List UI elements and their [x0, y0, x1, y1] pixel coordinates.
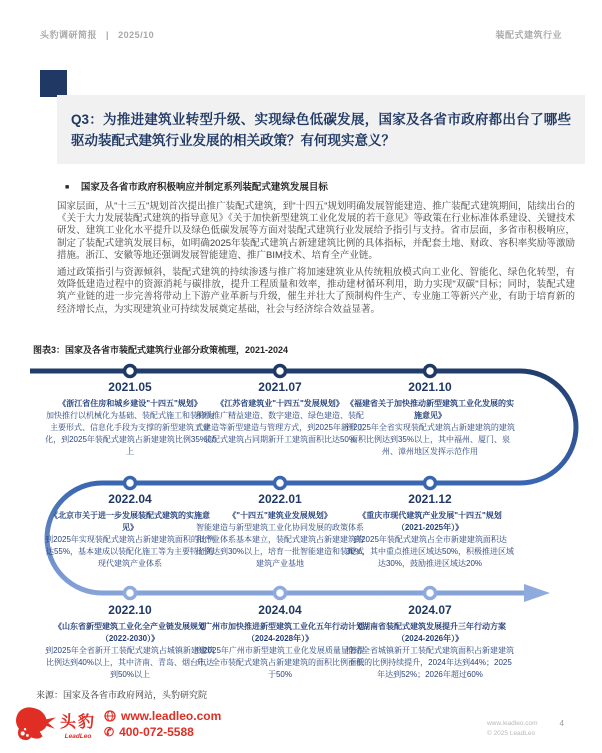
entry-date: 2021.10	[408, 380, 452, 394]
footer-website-link[interactable]: www.leadleo.com	[121, 709, 222, 723]
entry-date: 2022.10	[108, 603, 152, 617]
brand-en: LeadLeo	[64, 732, 92, 740]
footer-brand-name	[60, 709, 96, 740]
entry-date: 2021.05	[108, 380, 152, 394]
header-issue-date: 2025/10	[118, 30, 155, 40]
entry-policy-body: 到2025年广州市新型建筑工业化发展质量显著提升，全市装配式建筑占新建建筑的面积比例不低于50%	[195, 646, 365, 679]
entry-policy-title: 《"十四五"建筑业发展规划》	[228, 511, 332, 520]
entry-policy-title: 《山东省新型建筑工业化全产业链发展规划（2022-2030）》	[54, 622, 206, 643]
entry-policy-body: 到2025年装配式建筑占全市新建建筑面积达30%，其中重点推进区域达50%，积极推进区域达30%，鼓励推进区域达20%	[345, 535, 515, 568]
entry-policy-body: 到2025年全省新开工装配式建筑占城镇新建建筑比例达到40%以上，其中济南、青岛、烟台市达到50%以上	[45, 646, 215, 679]
header-left	[40, 28, 160, 41]
entry-policy-title: 《北京市关于进一步发展装配式建筑的实施意见》	[50, 511, 210, 532]
entry-date: 2022.04	[108, 492, 152, 506]
entry-policy-title: 《江苏省建筑业"十四五"发展规划》	[216, 399, 344, 408]
footer-copyright: © 2025 LeadLeo	[486, 730, 536, 737]
question-box: Q3：为推进建筑业转型升级、实现绿色低碳发展，国家及各省市政府都出台了哪些驱动装配式建筑行业发展的相关政策？有何现实意义？	[57, 95, 585, 164]
entry-date: 2024.04	[258, 603, 302, 617]
footer-contact	[104, 708, 221, 740]
timeline-entry-2022-04	[45, 492, 215, 570]
entry-policy-body: 智能建造与新型建筑工业化协同发展的政策体系和产业体系基本建立，装配式建筑占新建建筑的比例达到30%以上，培育一批智能建造和装配式建筑产业基地	[195, 523, 364, 568]
brand-cn: 头豹	[60, 713, 97, 731]
timeline-entry-2021-10	[345, 380, 515, 458]
timeline-arrowhead-icon	[524, 584, 550, 602]
figure-caption: 图表3：国家及各省市装配式建筑行业部分政策梳理，2021-2024	[33, 345, 289, 355]
entry-date: 2024.07	[408, 603, 452, 617]
entry-policy-title: 《重庆市现代建筑产业发展"十四五"规划（2021-2025年）》	[358, 511, 502, 532]
entry-policy-body: 推动全省城镇新开工装配式建筑面积占新建建筑面积的比例持续提升，2024年达到44%；2025年达到52%；2026年超过60%	[346, 646, 514, 679]
leadleo-leopard-logo-icon	[14, 706, 56, 742]
body-paragraph-1: 国家层面，从"十三五"规划首次提出推广装配式建筑，到"十四五"规划明确发展智能建造、推广装配式建筑期间，陆续出台的《关于大力发展装配式建筑的指导意见》《关于加快新型建筑工业化发展的若干意见》等政策在行业标准体系建设、关键技术研发、建筑工业化水平提升以及绿色低碳发展等方面对装配式建筑行业发展给予指引与支持。省市层面，多省市积极响应，制定了装配式建筑发展目标，如明确2025年装配式建筑占新建建筑比例的具体指标，并配套土地、财政、容积率奖励等激励措施。浙江、安徽等地还强调发展智能建造、推广BIM技术、培育全产业链。	[57, 201, 575, 261]
timeline-node-icon	[275, 478, 286, 489]
timeline-entry-2021-12	[345, 492, 515, 570]
entry-policy-body: 积极推广精益建造、数字建造、绿色建造、装配式建造等新型建造与管理方式，到2025年新开工装配式建筑占同期新开工建筑面积比达50%	[195, 411, 365, 444]
timeline-node-icon	[125, 478, 136, 489]
timeline-node-icon	[125, 588, 136, 599]
entry-policy-body: 加快推行以机械化为基础、装配式施工和装修为主要形式、信息化手段为支撑的新型建筑工业化，到2025年装配式建筑占新建建筑比例35%以上	[45, 411, 215, 456]
timeline-entry-2021-07	[195, 380, 365, 446]
timeline-entry-2024-04	[195, 603, 365, 681]
timeline-entry-2024-07	[345, 603, 515, 681]
timeline-node-icon	[425, 366, 436, 377]
figure-source: 来源：国家及各省市政府网站，头豹研究院	[36, 690, 208, 700]
entry-policy-title: 《广州市加快推进新型建筑工业化五年行动计划（2024-2028年）》	[196, 622, 364, 643]
body-paragraph-2: 通过政策指引与资源倾斜，装配式建筑的持续渗透与推广将加速建筑业从传统粗放模式向工业化、智能化、绿色化转型，有效降低建造过程中的资源消耗与碳排放，提升工程质量和效率，推动建材循环利用，助力实现"双碳"目标；同时，装配式建筑产业链的进一步完善将带动上下游产业革新与升级，催生并壮大了预制构件生产、专业施工等新兴产业，有助于培育新的经济增长点，为实现建筑业可持续发展奠定基础，社会与经济综合效益显著。	[57, 267, 575, 315]
timeline-node-icon	[275, 366, 286, 377]
section-bullet-icon: ■	[65, 184, 70, 191]
timeline-entry-2021-05	[45, 380, 215, 458]
timeline-entry-2022-01	[195, 492, 365, 570]
entry-policy-title: 《福建省关于加快推动新型建筑工业化发展的实施意见》	[346, 399, 514, 420]
entry-policy-body: 到2025年实现装配式建筑占新建建筑面积的比例达55%，基本建成以装配化施工等为主要特征的现代建筑产业体系	[45, 535, 215, 568]
footer-phone-number: 400-072-5588	[119, 725, 194, 739]
timeline-node-icon	[125, 366, 136, 377]
question-accent-square	[40, 70, 67, 97]
footer-brand-block	[14, 706, 221, 742]
timeline-node-icon	[275, 588, 286, 599]
entry-policy-title: 《湖南省装配式建筑发展提升三年行动方案（2024-2026年）》	[354, 622, 506, 643]
header-brand: 头豹调研简报	[40, 30, 98, 40]
entry-date: 2021.12	[408, 492, 452, 506]
entry-date: 2022.01	[258, 492, 302, 506]
section-heading-text: 国家及各省市政府积极响应并制定系列装配式建筑发展目标	[80, 182, 328, 193]
entry-date: 2021.07	[258, 380, 302, 394]
page-number: 4	[559, 719, 564, 728]
timeline-node-icon	[425, 478, 436, 489]
header-separator: |	[106, 30, 110, 40]
header-industry: 装配式建筑行业	[495, 30, 562, 40]
phone-icon: ✆	[104, 725, 115, 739]
globe-icon	[104, 710, 116, 722]
footer-site-text: www.leadleo.com	[486, 720, 538, 727]
section-heading	[65, 179, 328, 193]
page-header	[40, 28, 562, 41]
timeline-entry-2022-10	[45, 603, 215, 681]
entry-policy-title: 《浙江省住房和城乡建设"十四五"规划》	[58, 399, 202, 408]
entry-policy-body: 到2025年全省实现装配式建筑占新建建筑的建筑面积比例达到35%以上，其中福州、厦门、泉州、漳州地区发挥示范作用	[345, 423, 515, 456]
timeline-node-icon	[425, 588, 436, 599]
footer-meta	[487, 719, 564, 739]
